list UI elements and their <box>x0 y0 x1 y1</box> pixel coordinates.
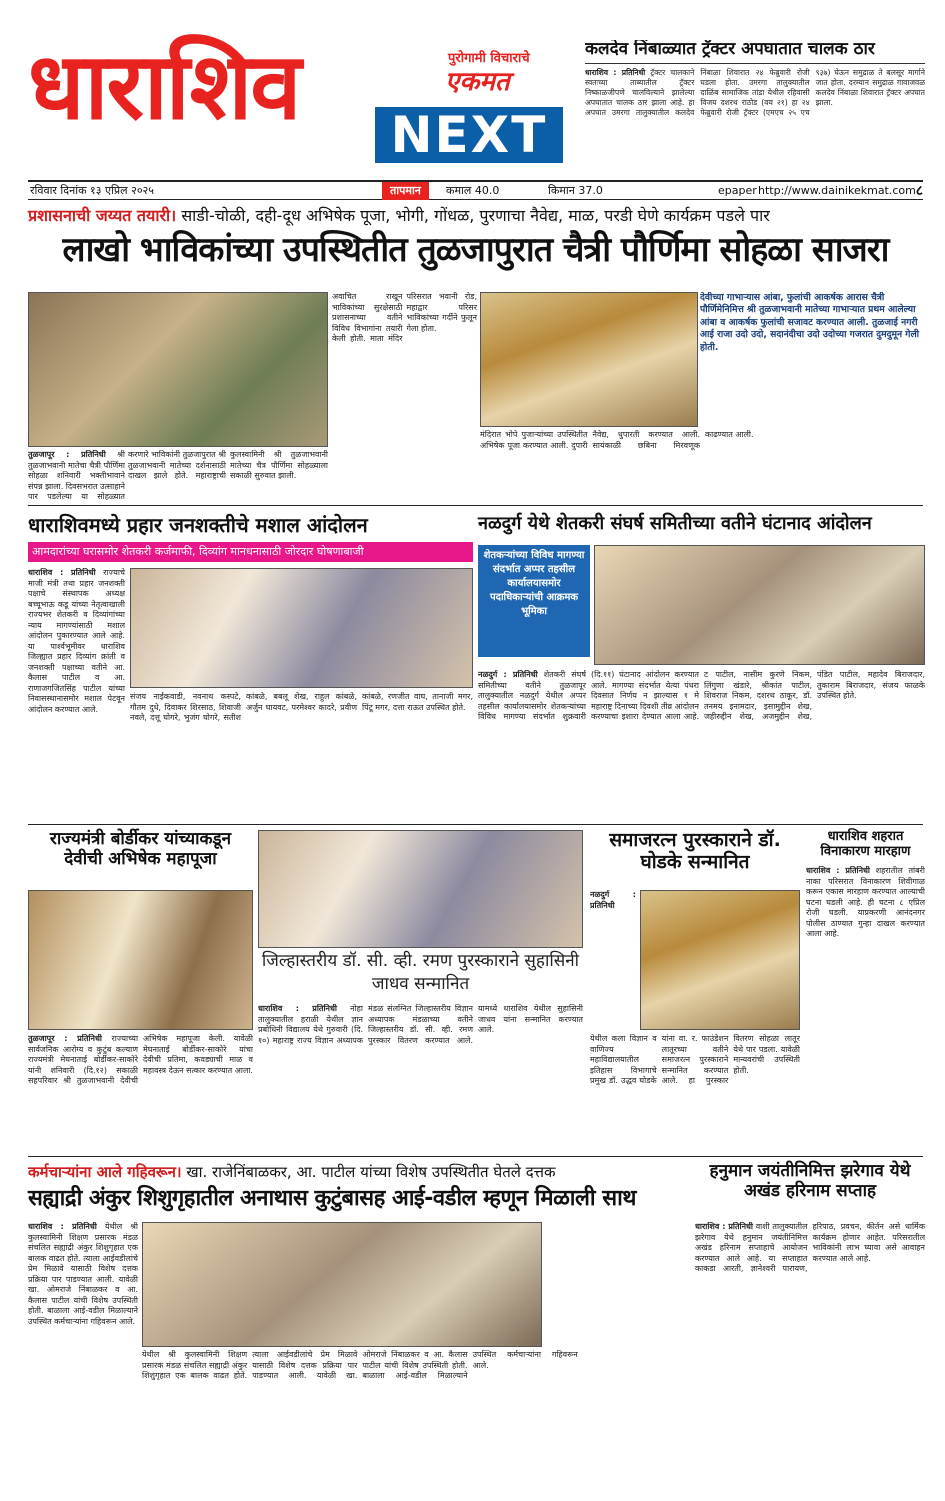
kicker-red: प्रशासनाची जय्यत तयारी। <box>28 206 177 225</box>
story8-kicker <box>28 1162 688 1182</box>
temperature-label: तापमान <box>382 182 429 200</box>
temp-min: किमान 37.0 <box>548 184 603 197</box>
kicker-rest: साडी-चोळी, दही-दूध अभिषेक पूजा, भोगी, गोंधळ, पुरणाचा नैवेद्य, माळ, परडी घेणे कार्यक्रम पडले पार <box>181 206 770 225</box>
epaper-url[interactable]: http://www.dainikekmat.com <box>758 184 916 197</box>
story7-headline: धाराशिव शहरात विनाकारण मारहाण <box>820 829 911 859</box>
story2-col-2: संजय नाईकवाडी, नवनाथ कस्पटे, गौतम दुधे, दिवाकर शिरसाठ, शिवाजी नवले, दत्तू घोगरे, भुजंग घोगरे, सतीश कांबळे, बबलू शेख, राहुल कांबळे, अर्जुन घायवट, परमेश्वर कादरे, प्रवीण कांबळे, रणजीत वाघ, तानाजी मगर, पिंटू मगर, दत्ता राऊत उपस्थित होते. <box>130 692 473 722</box>
story8-headline: सह्याद्री अंकुर शिशुगृहातील अनाथास कुटुंबासह आई-वडील म्हणून मिळाली साथ <box>28 1186 636 1211</box>
story4-col: तुळजापूर : प्रतिनिधी राज्याच्या सार्वजनिक आरोग्य व कुटुंब कल्याण राज्यमंत्री मेघनाताई बोर्डीकर-साकोरे यांनी शनिवारी (दि.१२) सकाळी सहपरिवार श्री तुळजाभवानी देवीची अभिषेक महापूजा केली. यावेळी मेघनाताई बोर्डीकर-साकोरे यांचा देवीची प्रतिमा, कवड्याची माळ व महावस्त्र देऊन सत्कार करण्यात आला. <box>28 1034 253 1085</box>
story2-photo <box>130 568 473 688</box>
story6-photo <box>640 890 800 1030</box>
section-divider-3 <box>28 1156 923 1157</box>
story2-col-1: धाराशिव : प्रतिनिधी राज्याचे माजी मंत्री तथा प्रहार जनशक्ती पक्षाचे संस्थापक अध्यक्ष बच्चूभाऊ कडू यांच्या नेतृत्वाखाली राज्यभर शेतकरी व दिव्यांगांच्या न्याय मागण्यांसाठी मशाल आंदोलन पुकारण्यात आले आहे. या पार्श्वभूमीवर धाराशिव जिल्ह्यात प्रहार दिव्यांग क्रांती व जनशक्ती पक्षाच्या वतीने आ. कैलास पाटील व आ. राणाजगजितसिंह पाटील यांच्या निवासस्थानासमोर मशाल पेटवून आंदोलन करण्यात आले. <box>28 568 125 714</box>
story5-headline: जिल्हास्तरीय डॉ. सी. व्ही. रमण पुरस्काराने सुहासिनी जाधव सन्मानित <box>261 951 580 994</box>
top-right-headline: कलदेव निंबाळ्यात ट्रॅक्टर अपघातात चालक ठार <box>585 40 925 64</box>
top-right-body: धाराशिव : प्रतिनिधी ट्रॅक्टर चालकाने स्वतःच्या ताब्यातील ट्रॅक्टर निष्काळजीपणे चालविल्याने झालेल्या अपघातात चालक ठार झाला आहे. हा अपघात उमरगा तालुक्यातील कलदेव निंबाळा शिवारात २४ फेब्रुवारी रोजी घडला होता. उमरगा तालुक्यातील दाळिंब सामाजिक तांडा येथील रहिवासी विजय दशरथ राठोड (वय २१) हा २४ फेब्रुवारी रोजी ट्रॅक्टर (एमएच २५ एच ९३७) घेऊन समुद्राळ ते बलसूर मार्गाने जात होता. दरम्यान समुद्राळ गावाजवळ कलदेव निंबाळा शिवारात ट्रॅक्टर अपघात झाला. <box>585 67 925 117</box>
story6-col: येथील कला विज्ञान व वाणिज्य महाविद्यालयातील इतिहास विभागाचे प्रमुख डॉ. उद्धव घोडके यांना वा. र. फाउंडेशन लातूरच्या वतीने समाजरत्न पुरस्काराने सन्मानित करण्यात आले. हा पुरस्कार वितरण सोहळा लातूर येथे पार पडला. यावेळी मान्यवरांची उपस्थिती होती. <box>590 1034 800 1085</box>
temp-max: कमाल 40.0 <box>446 184 500 197</box>
story8-photo <box>142 1222 542 1347</box>
hero-photo-goddess <box>480 292 698 427</box>
masthead-tagline: पुरोगामी विचाराचे <box>448 51 530 66</box>
story9-col: धाराशिव : प्रतिनिधी वाशी तालुक्यातील झरेगाव येथे हनुमान जयंतीनिमित्त अखंड हरिनाम सप्ताहाचे आयोजन करण्यात आले आहे. या सप्ताहात काकडा आरती, ज्ञानेश्वरी पारायण, हरिपाठ, प्रवचन, कीर्तन असे धार्मिक कार्यक्रम होणार आहेत. परिसरातील भाविकांनी लाभ घ्यावा असे आवाहन करण्यात आले आहे. <box>695 1222 925 1273</box>
hero-kicker <box>28 203 923 229</box>
hero-caption-box: देवीच्या गाभाऱ्यास आंबा, फुलांची आकर्षक आरास चैत्री पौर्णिमेनिमित्त श्री तुळजाभवानी मातेच्या गाभाऱ्यात प्रथम आलेल्या आंबा व आकर्षक फुलांची सजावट करण्यात आली. तुळजाई नगरी आई राजा उदो उदो, सदानंदीचा उदो उदोच्या गजरात दुमदुमून गेली होती. <box>700 292 920 353</box>
issue-date: रविवार दिनांक १३ एप्रिल २०२५ <box>30 184 154 197</box>
story5-photo <box>258 830 583 948</box>
story2-subhead: आमदारांच्या घरासमोर शेतकरी कर्जमाफी, दिव्यांग मानधनासाठी जोरदार घोषणाबाजी <box>28 542 473 562</box>
hero-col-2: करणारे भाविकांनी तुळजापुरात श्री तुळजाभवानी मातेच्या दर्शनासाठी दाखल झाले होते. महाराष्ट्राची कुलस्वामिनी श्री तुळजाभवानी मातेच्या चैत्र पौर्णिमा सोहळ्याला सकाळी सुरुवात झाली. <box>128 450 328 480</box>
hero-headline: लाखो भाविकांच्या उपस्थितीत तुळजापुरात चैत्री पौर्णिमा सोहळा साजरा <box>62 230 889 270</box>
story5-col: धाराशिव : प्रतिनिधी नोहा तालुक्यातील हराळी येथील ज्ञान प्रबोधिनी विद्यालय येथे गुरुवारी (दि. १०) महाराष्ट्र राज्य विज्ञान अध्यापक मंडळ संलग्नित जिल्हास्तरीय विज्ञान अध्यापक मंडळाच्या वतीने जिल्हास्तरीय डॉ. सी. व्ही. रमण पुरस्कार वितरण करण्यात आले. यामध्ये धाराशिव येथील सुहासिनी जाधव यांना सन्मानित करण्यात आले. <box>258 1004 583 1045</box>
story8-kicker-rest: खा. राजेनिंबाळकर, आ. पाटील यांच्या विशेष उपस्थितीत घेतले दत्तक <box>186 1163 556 1181</box>
masthead-title: धाराशिव <box>28 32 300 140</box>
hero-col-1: तुळजापूर : प्रतिनिधी श्री तुळजाभवानी मातेचा चैत्री पौर्णिमा सोहळा शनिवारी भक्तीभावाने संपन्न झाला. दिवसभरात उत्साहाने पार पडलेल्या या सोहळ्यात <box>28 450 125 500</box>
epaper-label: epaper <box>718 184 757 197</box>
dateline-bar <box>28 180 923 200</box>
story4-headline: राज्यमंत्री बोर्डीकर यांच्याकडून देवीची अभिषेक महापूजा <box>49 829 232 869</box>
hero-photo-crowd <box>28 292 328 447</box>
story6-headline: समाजरत्न पुरस्काराने डॉ. घोडके सन्मानित <box>609 829 781 873</box>
story8-kicker-red: कर्मचाऱ्यांना आले गहिवरून। <box>28 1163 182 1181</box>
section-divider-2 <box>28 824 923 825</box>
story4-photo <box>28 890 253 1030</box>
masthead-brand: एकमत <box>445 67 510 97</box>
story8-col-2: येथील श्री कुलस्वामिनी शिक्षण प्रसारक मंडळ संचलित सह्याद्री अंकुर शिशुगृहात एक बालक वाढत होते. त्याला आईवडीलांचे प्रेम मिळावे यासाठी विशेष दत्तक प्रक्रिया पार पाडण्यात आली. यावेळी खा. ओमराजे निंबाळकर व आ. कैलास पाटील यांची विशेष उपस्थिती होती. बाळाला आई-वडील मिळाल्याने उपस्थित कर्मचाऱ्यांना गहिवरून आले. <box>142 1350 578 1380</box>
story6-col-1: नळदुर्ग : प्रतिनिधी <box>590 890 636 910</box>
story3-box: शेतकऱ्यांच्या विविध मागण्या संदर्भात अप्पर तहसील कार्यालयासमोर पदाधिकाऱ्यांची आक्रमक भूमिका <box>478 545 590 657</box>
story3-col: नळदुर्ग : प्रतिनिधी शेतकरी संघर्ष समितीच्या वतीने तुळजापूर तालुक्यातील नळदुर्ग येथील अप्पर तहसील कार्यालयासमोर शेतकऱ्यांच्या विविध मागण्या संदर्भात शुक्रवारी (दि.११) घंटानाद आंदोलन करण्यात आले. मागण्या संदर्भात येत्या पंधरा दिवसात निर्णय न झाल्यास १ मे महाराष्ट्र दिनाच्या दिवशी तीव्र आंदोलन करण्याचा इशारा देण्यात आला आहे. ट पाटील, नासीम कुरणे निकम, लिंगुणा खंडारे, श्रीकांत पाटील, शिवराज निकम, दशरथ ठाकूर, डॉ. तनमय इनामदार, इसामुद्दीन शेख, जहीरुद्दीन शेख, अजमुद्दीन शेख, पंडित पाटील, महादेव बिराजदार, तुकाराम बिराजदार, संजय फाळके उपस्थित होते. <box>478 670 925 721</box>
story7-col: धाराशिव : प्रतिनिधी शहरातील तांबरी नाका परिसरात विनाकारण शिवीगाळ करून एकास मारहाण करण्यात आल्याची घटना घडली आहे. ही घटना ८ एप्रिल रोजी घडली. याप्रकरणी आनंदनगर पोलीस ठाण्यात गुन्हा दाखल करण्यात आला आहे. <box>806 866 925 938</box>
hero-col-3: अवाचित राखून भाविकांच्या सुरक्षेसाठी प्रशासनाच्या वतीने विविध विभागांना तयारी केली होती. माता मंदिर परिसरात भवानी रोड, महाद्वार परिसर भाविकांच्या गर्दीने फुलून गेला होता. <box>332 292 477 343</box>
story3-photo <box>594 545 925 665</box>
top-right-story <box>585 40 925 175</box>
masthead-edition: NEXT <box>375 107 563 163</box>
story2-headline: धाराशिवमध्ये प्रहार जनशक्तीचे मशाल आंदोलन <box>28 513 368 537</box>
page-number: ८ <box>915 183 923 199</box>
story8-col-1: धाराशिव : प्रतिनिधी येथील श्री कुलस्वामिनी शिक्षण प्रसारक मंडळ संचलित सह्याद्री अंकुर शिशुगृहात एक बालक वाढत होते. त्याला आईवडीलांचे प्रेम मिळावे यासाठी विशेष दत्तक प्रक्रिया पार पाडण्यात आली. यावेळी खा. ओमराजे निंबाळकर व आ. कैलास पाटील यांची विशेष उपस्थिती होती. बाळाला आई-वडील मिळाल्याने उपस्थित कर्मचाऱ्यांना गहिवरून आले. <box>28 1222 138 1326</box>
story9-headline: हनुमान जयंतीनिमित्त झरेगाव येथे अखंड हरिनाम सप्ताह <box>709 1161 911 1201</box>
story3-headline: नळदुर्ग येथे शेतकरी संघर्ष समितीच्या वतीने घंटानाद आंदोलन <box>478 513 872 534</box>
section-divider <box>28 505 923 506</box>
hero-col-4: मंदिरात भोपे पुजाऱ्यांच्या उपस्थितीत अभिषेक पूजा करण्यात आली. दुपारी नैवेद्य, धुपारती करण्यात आली. सायंकाळी छबिना मिरवणूक काढण्यात आली. <box>480 430 754 450</box>
